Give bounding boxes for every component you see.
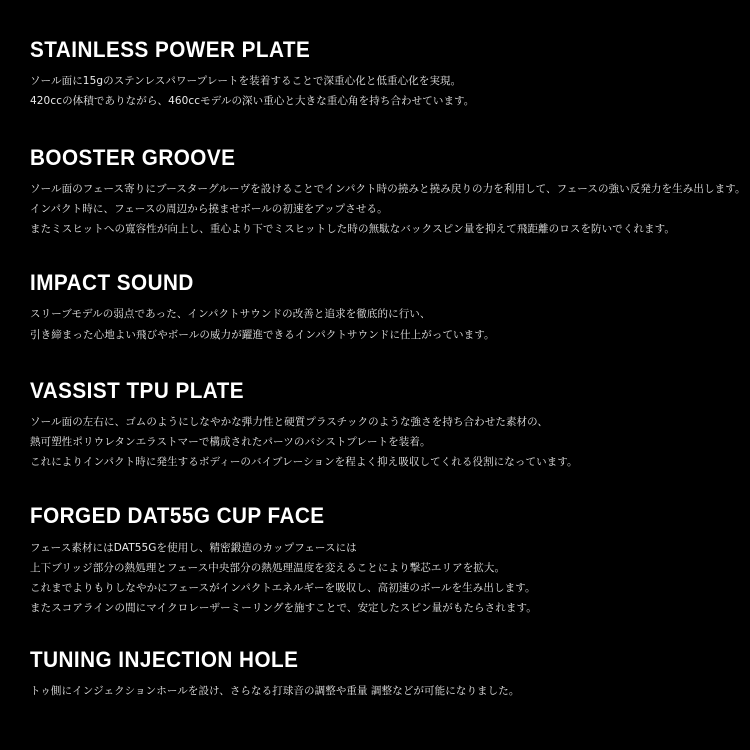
body-line: スリーブモデルの弱点であった、インパクトサウンドの改善と追求を徹底的に行い、 [30, 308, 431, 321]
feature-section-tuning-injection-hole [30, 648, 720, 701]
section-body [30, 71, 720, 111]
body-line: フェース素材にはDAT55Gを使用し、精密鍛造のカップフェースには [30, 541, 357, 554]
section-heading: IMPACT SOUND [30, 270, 194, 296]
section-body [30, 538, 720, 619]
feature-section-impact-sound [30, 271, 720, 345]
feature-section-forged-dat55g-cup-face [30, 504, 720, 618]
body-line: ソール面の左右に、ゴムのようにしなやかな弾力性と硬質プラスチックのような強さを持ち合わせた素材の、 [30, 415, 548, 428]
section-heading: VASSIST TPU PLATE [30, 377, 245, 403]
body-line: ソール面に15gのステンレスパワープレートを装着することで深重心化と低重心化を実現。 [30, 75, 462, 88]
section-body [30, 412, 720, 472]
body-line: 熱可塑性ポリウレタンエラストマーで構成されたパーツのバシストプレートを装着。 [30, 436, 431, 448]
body-line: これによりインパクト時に発生するボディーのバイブレーションを程よく抑え吸収してくれる役割になっています。 [30, 456, 578, 469]
body-line: インパクト時に、フェースの周辺から撓ませボールの初速をアップさせる。 [30, 202, 388, 215]
section-heading: BOOSTER GROOVE [30, 144, 236, 170]
feature-section-stainless-power-plate [30, 38, 720, 112]
section-heading: STAINLESS POWER PLATE [30, 37, 311, 62]
feature-section-booster-groove [30, 144, 746, 240]
body-line: 引き締まった心地よい飛びやボールの威力が躍進できるインパクトサウンドに仕上がっています。 [30, 328, 495, 341]
body-line: 420ccの体積でありながら、460ccモデルの深い重心と大きな重心角を持ち合わせています。 [30, 95, 475, 108]
section-body [30, 681, 720, 701]
section-body [30, 304, 720, 344]
body-line: これまでよりもりしなやかにフェースがインパクトエネルギーを吸収し、高初速のボールを生み出します。 [30, 581, 536, 594]
body-line: 上下ブリッジ部分の熱処理とフェース中央部分の熱処理温度を変えることにより撃芯エリアを拡大。 [30, 561, 506, 574]
section-heading: FORGED DAT55G CUP FACE [30, 503, 325, 529]
section-heading: TUNING INJECTION HOLE [30, 647, 299, 673]
section-body [30, 179, 746, 239]
feature-section-vassist-tpu-plate [30, 379, 720, 473]
body-line: またスコアラインの間にマイクロレーザーミーリングを施すことで、安定したスピン量がもたらされます。 [30, 601, 537, 614]
body-line: トゥ側にインジェクションホールを設け、さらなる打球音の調整や重量 調整などが可能になりました。 [30, 685, 520, 698]
body-line: またミスヒットへの寛容性が向上し、重心より下でミスヒットした時の無駄なバックスピン量を抑えて飛距離のロスを防いでくれます。 [30, 223, 676, 235]
body-line: ソール面のフェース寄りにブースターグルーヴを設けることでインパクト時の撓みと撓み戻りの力を利用して、フェースの強い反発力を生み出します。 [30, 182, 746, 195]
